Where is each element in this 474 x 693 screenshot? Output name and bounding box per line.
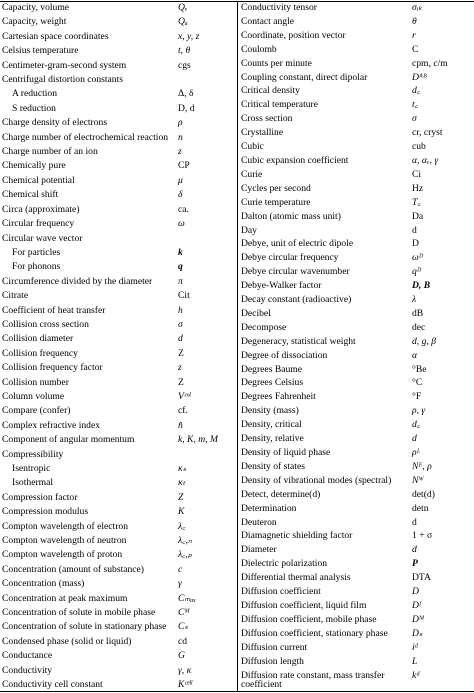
table-row bbox=[2, 234, 235, 244]
symbol-value: iᵈ bbox=[412, 641, 418, 653]
term-label: Concentration of solute in mobile phase bbox=[2, 607, 156, 619]
symbol-value: cpm, c/m bbox=[412, 57, 448, 69]
table-row bbox=[2, 478, 235, 488]
table-row bbox=[241, 184, 472, 194]
term-label: Debye circular wavenumber bbox=[241, 266, 350, 278]
term-label: Critical temperature bbox=[241, 99, 318, 111]
table-row bbox=[241, 462, 472, 472]
table-row bbox=[2, 3, 235, 13]
term-label: Circa (approximate) bbox=[2, 203, 80, 215]
table-row bbox=[2, 507, 235, 517]
term-label: Deuteron bbox=[241, 516, 277, 528]
table-row bbox=[241, 504, 472, 514]
symbol-value: °C bbox=[412, 377, 423, 389]
table-row bbox=[241, 239, 472, 249]
table-row bbox=[2, 450, 235, 460]
symbol-value: t, θ bbox=[178, 45, 191, 57]
table-row bbox=[241, 198, 472, 208]
table-row bbox=[2, 291, 235, 301]
symbol-value: h bbox=[178, 304, 183, 316]
symbol-value: Qᵥ bbox=[178, 2, 188, 13]
table-row bbox=[241, 378, 472, 388]
symbol-value: λ꜀,ₙ bbox=[178, 535, 192, 547]
bottom-rule bbox=[0, 691, 474, 692]
symbol-value: qᴰ bbox=[412, 266, 422, 278]
table-row bbox=[2, 349, 235, 359]
term-label: Conductance bbox=[2, 650, 53, 662]
term-label: Circular wave vector bbox=[2, 232, 83, 244]
table-row bbox=[241, 17, 472, 27]
symbol-value: λ bbox=[412, 294, 417, 306]
symbol-value: λ꜀ bbox=[178, 520, 186, 532]
symbol-value: Kᶜᵉˡˡ bbox=[178, 679, 193, 691]
term-label: Compression modulus bbox=[2, 506, 89, 518]
term-label: Collision diameter bbox=[2, 333, 74, 345]
symbol-value: Dᴹ bbox=[412, 613, 425, 625]
symbol-value: ω bbox=[178, 218, 185, 230]
symbol-value: cd bbox=[178, 635, 188, 647]
symbol-value: cgs bbox=[178, 59, 191, 71]
term-label: Conductivity cell constant bbox=[2, 679, 103, 691]
table-row bbox=[241, 45, 472, 55]
table-row bbox=[2, 536, 235, 546]
symbol-value: L bbox=[412, 655, 418, 667]
term-label: Compton wavelength of proton bbox=[2, 549, 123, 561]
table-row bbox=[241, 142, 472, 152]
term-label: Degeneracy, statistical weight bbox=[241, 335, 356, 347]
symbol-value: ρᴸ bbox=[412, 447, 421, 458]
symbol-value: Cₛ bbox=[178, 621, 188, 633]
term-label: Debye-Walker factor bbox=[241, 280, 322, 292]
term-label: Counts per minute bbox=[241, 57, 312, 69]
symbol-value: D, d bbox=[178, 102, 195, 114]
table-row bbox=[2, 666, 235, 676]
table-row bbox=[241, 31, 472, 41]
table-row bbox=[241, 267, 472, 277]
table-row bbox=[2, 89, 235, 99]
table-row bbox=[241, 309, 472, 319]
symbol-value: 1 + σ bbox=[412, 530, 433, 542]
table-row bbox=[241, 573, 472, 583]
term-label: Diffusion current bbox=[241, 641, 308, 653]
term-label: Debye circular frequency bbox=[241, 252, 339, 264]
term-label: Circumference divided by the diameter bbox=[2, 275, 153, 287]
term-label: Diffusion coefficient, liquid film bbox=[241, 599, 367, 611]
term-label: Compressibility bbox=[2, 448, 64, 460]
term-label: Critical density bbox=[241, 85, 300, 97]
table-row bbox=[2, 61, 235, 71]
term-label: Centrifugal distortion constants bbox=[2, 74, 123, 86]
term-label: Circular frequency bbox=[2, 218, 75, 230]
term-label: Curie temperature bbox=[241, 196, 311, 208]
symbol-value: Z bbox=[178, 347, 184, 359]
table-row bbox=[241, 406, 472, 416]
symbol-value: c bbox=[178, 563, 183, 575]
symbol-value: ωᴰ bbox=[412, 252, 424, 264]
symbol-value: DTA bbox=[412, 572, 431, 584]
term-label: Celsius temperature bbox=[2, 45, 79, 57]
symbol-value: °F bbox=[412, 391, 422, 403]
term-label: Detect, determine(d) bbox=[241, 488, 321, 500]
symbol-value: π bbox=[178, 275, 183, 287]
term-label: For particles bbox=[12, 246, 61, 258]
symbol-value: n̂ bbox=[178, 419, 183, 431]
symbol-value: C bbox=[412, 43, 419, 55]
table-row bbox=[2, 680, 235, 690]
table-row bbox=[241, 323, 472, 333]
table-row bbox=[2, 579, 235, 589]
table-row bbox=[241, 114, 472, 124]
symbol-value: detn bbox=[412, 502, 429, 514]
table-row bbox=[2, 464, 235, 474]
symbol-value: ρ bbox=[178, 117, 183, 129]
term-label: Determination bbox=[241, 502, 297, 514]
right-term-list bbox=[241, 3, 472, 690]
table-row bbox=[2, 262, 235, 272]
symbol-value: K bbox=[178, 506, 185, 518]
symbol-value: kᵈ bbox=[412, 669, 420, 681]
table-row bbox=[241, 59, 472, 69]
symbol-value: γ bbox=[178, 578, 182, 590]
table-row bbox=[2, 320, 235, 330]
symbol-value: Dᶠ bbox=[412, 599, 421, 611]
term-label: Charge number of electrochemical reaction bbox=[2, 131, 169, 143]
term-label: Density, critical bbox=[241, 419, 302, 431]
symbol-value: dec bbox=[412, 321, 426, 333]
table-row bbox=[2, 75, 235, 85]
symbol-value: n bbox=[178, 131, 183, 143]
table-row bbox=[241, 3, 472, 13]
table-row bbox=[2, 46, 235, 56]
table-row bbox=[2, 565, 235, 575]
term-label: Cubic bbox=[241, 141, 264, 153]
table-row bbox=[2, 219, 235, 229]
term-label: A reduction bbox=[12, 88, 58, 100]
table-row bbox=[241, 448, 472, 458]
term-label: Charge density of electrons bbox=[2, 117, 108, 129]
table-row bbox=[241, 559, 472, 569]
right-column bbox=[241, 3, 472, 690]
term-label: Cubic expansion coefficient bbox=[241, 154, 349, 166]
symbol-value: ρ, γ bbox=[412, 405, 426, 417]
symbol-value: Cₘₐₓ bbox=[178, 592, 196, 604]
table-row bbox=[2, 435, 235, 445]
table-row bbox=[2, 334, 235, 344]
symbol-value: t꜀ bbox=[412, 99, 418, 111]
table-row bbox=[241, 351, 472, 361]
table-row bbox=[2, 17, 235, 27]
symbol-value: x, y, z bbox=[178, 30, 200, 42]
table-row bbox=[241, 337, 472, 347]
symbol-value: Nᴱ, ρ bbox=[412, 460, 432, 472]
term-label: Coefficient of heat transfer bbox=[2, 304, 106, 316]
term-label: Capacity, volume bbox=[2, 2, 70, 13]
term-label: Compton wavelength of neutron bbox=[2, 535, 127, 547]
term-label: Charge number of an ion bbox=[2, 146, 98, 158]
term-label: Chemical potential bbox=[2, 174, 75, 186]
symbol-value: °Be bbox=[412, 363, 427, 375]
table-row bbox=[2, 406, 235, 416]
table-row bbox=[2, 306, 235, 316]
table-row bbox=[2, 104, 235, 114]
symbol-value: k, K, m, M bbox=[178, 434, 218, 446]
symbol-value: Z bbox=[178, 376, 184, 388]
term-label: Density (mass) bbox=[241, 405, 299, 417]
symbol-value: D bbox=[412, 238, 419, 250]
table-row bbox=[241, 128, 472, 138]
symbol-value: θ bbox=[412, 15, 417, 27]
term-label: Degree of dissociation bbox=[241, 349, 328, 361]
term-label: Day bbox=[241, 224, 257, 236]
term-label: Cycles per second bbox=[241, 182, 311, 194]
symbol-value: Da bbox=[412, 210, 424, 222]
table-row bbox=[241, 629, 472, 639]
symbol-value: μ bbox=[178, 174, 183, 186]
symbol-value: d bbox=[412, 433, 417, 445]
symbol-value: Z bbox=[178, 491, 184, 503]
term-label: Density of vibrational modes (spectral) bbox=[241, 474, 392, 486]
symbol-value: Nᵂ bbox=[412, 474, 424, 486]
term-label: Degrees Celsius bbox=[241, 377, 304, 389]
term-label: Concentration of solute in stationary phase bbox=[2, 621, 167, 633]
table-row bbox=[2, 594, 235, 604]
symbol-value: cf. bbox=[178, 405, 188, 417]
symbol-value: z bbox=[178, 146, 182, 158]
table-row bbox=[241, 156, 472, 166]
term-label: Citrate bbox=[2, 290, 29, 302]
table-row bbox=[241, 253, 472, 263]
left-term-list bbox=[2, 3, 235, 690]
table-row bbox=[2, 651, 235, 661]
symbol-value: α, αᵥ, γ bbox=[412, 154, 439, 166]
symbol-value: d꜀ bbox=[412, 85, 421, 97]
table-row bbox=[2, 190, 235, 200]
term-label: Decibel bbox=[241, 307, 271, 319]
table-row bbox=[241, 434, 472, 444]
table-row bbox=[2, 608, 235, 618]
symbol-value: z bbox=[178, 362, 182, 374]
term-label: For phonons bbox=[12, 261, 61, 273]
term-label: Chemically pure bbox=[2, 160, 66, 172]
term-label: Diffusion length bbox=[241, 655, 304, 667]
term-label: Diffusion coefficient, mobile phase bbox=[241, 613, 377, 625]
table-row bbox=[2, 32, 235, 42]
term-label: Degrees Fahrenheit bbox=[241, 391, 316, 403]
table-row bbox=[2, 205, 235, 215]
symbol-value: CP bbox=[178, 160, 190, 172]
symbol-value: Qᵤ bbox=[178, 16, 188, 28]
table-row bbox=[241, 365, 472, 375]
symbol-value: ca. bbox=[178, 203, 189, 215]
symbol-value: d bbox=[412, 224, 417, 236]
table-row bbox=[241, 587, 472, 597]
term-label: Isothermal bbox=[12, 477, 54, 489]
term-label: Diffusion coefficient bbox=[241, 586, 321, 598]
symbol-value: det(d) bbox=[412, 488, 435, 500]
term-label: Isentropic bbox=[12, 463, 51, 474]
symbol-value: d, g, β bbox=[412, 335, 436, 347]
symbol-value: D, B bbox=[412, 280, 431, 292]
symbol-value: α bbox=[412, 349, 418, 361]
term-label: Collision number bbox=[2, 376, 69, 388]
table-row bbox=[241, 545, 472, 555]
term-label: Decompose bbox=[241, 321, 287, 333]
term-label: Density, relative bbox=[241, 433, 304, 445]
table-row bbox=[2, 176, 235, 186]
table-row bbox=[2, 493, 235, 503]
symbol-value: σ bbox=[178, 318, 183, 330]
term-label: Collision cross section bbox=[2, 318, 89, 330]
term-label: Compression factor bbox=[2, 491, 78, 503]
table-row bbox=[241, 476, 472, 486]
term-label: Concentration (mass) bbox=[2, 578, 85, 590]
symbol-value: δ bbox=[178, 189, 183, 201]
table-row bbox=[241, 490, 472, 500]
table-row bbox=[2, 378, 235, 388]
symbol-value: T꜀ bbox=[412, 196, 421, 208]
table-row bbox=[241, 392, 472, 402]
term-label: Conductivity tensor bbox=[241, 2, 317, 13]
symbol-value: Dₛ bbox=[412, 627, 423, 639]
symbol-value: q bbox=[178, 261, 183, 273]
symbol-value: κₛ bbox=[178, 463, 187, 474]
term-label: Chemical shift bbox=[2, 189, 59, 201]
table-row bbox=[2, 161, 235, 171]
table-row bbox=[241, 226, 472, 236]
term-label: Diameter bbox=[241, 544, 277, 556]
term-label: Column volume bbox=[2, 390, 65, 402]
term-label: Debye, unit of electric dipole bbox=[241, 238, 354, 250]
table-row bbox=[241, 671, 472, 690]
term-label: Complex refractive index bbox=[2, 419, 101, 431]
table-row bbox=[241, 657, 472, 667]
term-label: Density of states bbox=[241, 460, 305, 472]
term-label: Degrees Baume bbox=[241, 363, 303, 375]
term-label: Contact angle bbox=[241, 15, 295, 27]
term-label: Conductivity bbox=[2, 664, 53, 676]
term-label: Coordinate, position vector bbox=[241, 29, 346, 41]
term-label: Diffusion rate constant, mass transfer coefficient bbox=[241, 669, 385, 691]
table-row bbox=[241, 601, 472, 611]
table-row bbox=[2, 248, 235, 258]
symbol-value: σ bbox=[412, 113, 417, 125]
symbol-value: Cit bbox=[178, 290, 190, 302]
symbol-value: G bbox=[178, 650, 185, 662]
table-row bbox=[2, 392, 235, 402]
term-label: S reduction bbox=[12, 102, 56, 114]
symbol-value: γ, κ bbox=[178, 664, 192, 676]
term-label: Crystalline bbox=[241, 127, 284, 139]
table-row bbox=[2, 147, 235, 157]
term-label: Collision frequency factor bbox=[2, 362, 103, 374]
table-row bbox=[241, 281, 472, 291]
term-label: Diffusion coefficient, stationary phase bbox=[241, 627, 388, 639]
term-label: Cartesian space coordinates bbox=[2, 30, 109, 42]
column-divider bbox=[237, 2, 238, 691]
symbol-value: σᵢₖ bbox=[412, 2, 423, 13]
symbol-value: Hz bbox=[412, 182, 424, 194]
left-column bbox=[2, 3, 235, 690]
term-label: Dielectric polarization bbox=[241, 558, 328, 570]
symbol-value: d bbox=[412, 516, 417, 528]
symbol-value: cub bbox=[412, 141, 426, 153]
term-label: Concentration at peak maximum bbox=[2, 592, 128, 604]
symbol-value: Vᶜᵒˡ bbox=[178, 390, 191, 402]
term-label: Centimeter-gram-second system bbox=[2, 59, 127, 71]
term-label: Density of liquid phase bbox=[241, 447, 331, 458]
table-row bbox=[241, 100, 472, 110]
table-row bbox=[2, 133, 235, 143]
symbol-value: Cᴹ bbox=[178, 607, 190, 619]
term-label: Concentration (amount of substance) bbox=[2, 563, 144, 575]
term-label: Cross section bbox=[241, 113, 293, 125]
table-row bbox=[241, 212, 472, 222]
term-label: Compare (confer) bbox=[2, 405, 71, 417]
term-label: Compton wavelength of electron bbox=[2, 520, 129, 532]
symbol-value: r bbox=[412, 29, 416, 41]
table-row bbox=[241, 615, 472, 625]
table-row bbox=[2, 421, 235, 431]
table-row bbox=[241, 643, 472, 653]
table-row bbox=[2, 363, 235, 373]
term-label: Dalton (atomic mass unit) bbox=[241, 210, 341, 222]
table-row bbox=[241, 170, 472, 180]
table-row bbox=[2, 622, 235, 632]
symbol-value: Ci bbox=[412, 168, 422, 180]
table-row bbox=[2, 118, 235, 128]
term-label: Capacity, weight bbox=[2, 16, 67, 28]
table-row bbox=[2, 550, 235, 560]
term-label: Collision frequency bbox=[2, 347, 78, 359]
term-label: Decay constant (radioactive) bbox=[241, 294, 352, 306]
symbol-value: λ꜀,ₚ bbox=[178, 549, 192, 561]
term-label: Diamagnetic shielding factor bbox=[241, 530, 353, 542]
table-row bbox=[241, 295, 472, 305]
symbol-value: k bbox=[178, 246, 183, 258]
table-row bbox=[241, 86, 472, 96]
symbol-value: d꜀ bbox=[412, 419, 421, 431]
table-row bbox=[2, 277, 235, 287]
table-row bbox=[241, 518, 472, 528]
table-row bbox=[241, 531, 472, 541]
table-row bbox=[2, 522, 235, 532]
term-label: Condensed phase (solid or liquid) bbox=[2, 635, 132, 647]
table-row bbox=[241, 73, 472, 83]
term-label: Curie bbox=[241, 168, 263, 180]
term-label: Coulomb bbox=[241, 43, 277, 55]
table-row bbox=[2, 637, 235, 647]
symbol-value: d bbox=[412, 544, 417, 556]
table-row bbox=[241, 420, 472, 430]
symbol-value: D bbox=[412, 586, 419, 598]
term-label: Coupling constant, direct dipolar bbox=[241, 71, 368, 83]
term-label: Differential thermal analysis bbox=[241, 572, 351, 584]
symbol-value: κₜ bbox=[178, 477, 186, 489]
symbol-value: d bbox=[178, 333, 183, 345]
symbol-value: Dᴬᴮ bbox=[412, 71, 427, 83]
term-label: Component of angular momentum bbox=[2, 434, 135, 446]
symbol-value: dB bbox=[412, 307, 424, 319]
symbol-value: cr, cryst bbox=[412, 127, 443, 139]
symbol-value: P bbox=[412, 558, 418, 570]
symbol-value: Δ, δ bbox=[178, 88, 194, 100]
